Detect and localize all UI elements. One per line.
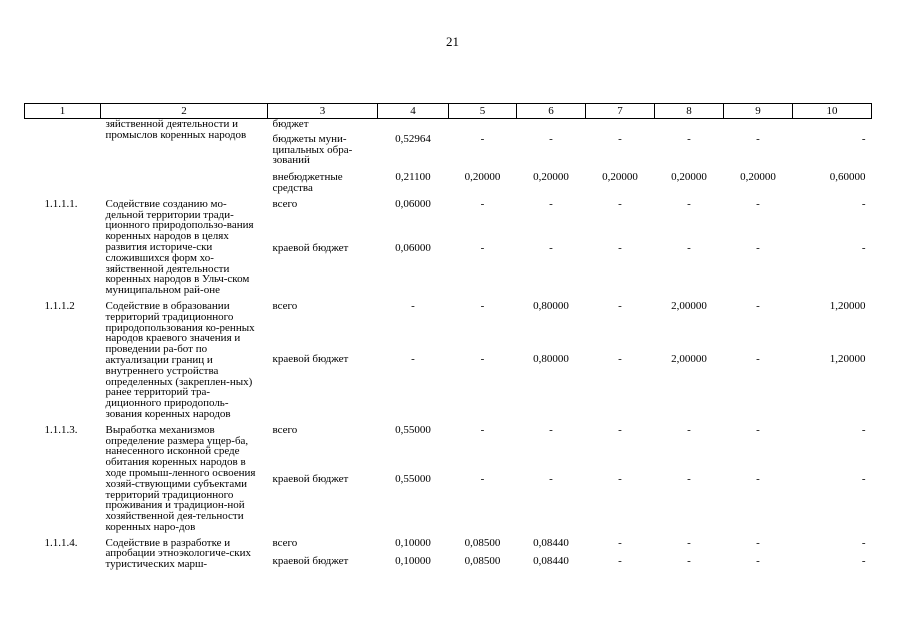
value-cell: - [756, 132, 760, 145]
item-number: 1.1.1.2 [44, 299, 75, 312]
value-cell: - [687, 472, 691, 485]
value-cell: 1,20000 [829, 299, 866, 312]
item-number [25, 130, 101, 166]
value-cell: 2,00000 [671, 353, 707, 366]
value-cell: - [480, 353, 485, 366]
item-number [25, 349, 101, 420]
funding-source: всего [272, 536, 298, 549]
value-cell: - [756, 472, 760, 485]
table-row [25, 538, 872, 551]
value-cell: - [861, 472, 866, 485]
value-cell: - [549, 423, 553, 436]
value-cell: - [549, 132, 553, 145]
item-number [25, 238, 101, 296]
value-cell: 0,80000 [533, 353, 569, 366]
value-cell: - [861, 197, 866, 210]
value-cell: - [687, 197, 691, 210]
value-cell: 0,20000 [740, 171, 776, 184]
value-cell [793, 119, 872, 130]
value-cell: - [618, 423, 622, 436]
funding-source: краевой бюджет [272, 554, 349, 567]
value-cell: 0,10000 [395, 536, 431, 549]
value-cell: - [549, 242, 553, 255]
funding-source: всего [272, 423, 298, 436]
value-cell: 0,55000 [395, 472, 431, 485]
value-cell: 0,60000 [829, 171, 866, 184]
value-cell: 0,10000 [395, 554, 431, 567]
column-header: 2 [101, 104, 268, 119]
value-cell: 0,08500 [464, 536, 501, 549]
funding-source: краевой бюджет [272, 242, 349, 255]
value-cell: 0,52964 [395, 132, 431, 145]
value-cell: - [411, 353, 415, 366]
column-header: 9 [724, 104, 793, 119]
value-cell: 0,20000 [602, 171, 638, 184]
value-cell: - [756, 197, 760, 210]
column-header: 8 [655, 104, 724, 119]
value-cell: - [756, 353, 760, 366]
value-cell: - [861, 242, 866, 255]
table-row [25, 199, 872, 238]
funding-source: краевой бюджет [272, 472, 349, 485]
item-name: Содействие созданию мо-дельной территории тради-ционного природопользо-вания коренных народов в целях развития историче-ски сложившихся форм хо-зяйственной деятельности коренных народов в Ульч-ском муниципальном рай-оне [105, 197, 254, 297]
value-cell: - [618, 132, 622, 145]
value-cell [586, 119, 655, 130]
value-cell: - [618, 554, 622, 567]
value-cell: 0,80000 [533, 299, 569, 312]
value-cell: - [756, 299, 760, 312]
value-cell: - [411, 299, 415, 312]
value-cell [378, 119, 449, 130]
item-number [25, 166, 101, 194]
value-cell: - [480, 299, 485, 312]
value-cell: - [480, 132, 485, 145]
funding-source: внебюджетные средства [272, 171, 343, 194]
column-header: 6 [517, 104, 586, 119]
column-header: 4 [378, 104, 449, 119]
value-cell: 1,20000 [829, 353, 866, 366]
value-cell: - [756, 423, 760, 436]
value-cell: - [687, 132, 691, 145]
value-cell [655, 119, 724, 130]
table-row [25, 119, 872, 130]
column-header: 3 [268, 104, 378, 119]
value-cell: - [687, 242, 691, 255]
value-cell: - [618, 472, 622, 485]
item-name: Содействие в образовании территорий традиционного природопользования ко-ренных народов краевого значения и проведении ра-бот по актуализации границ и внутреннего устройства определенных (закреплен-ных) ранее территорий тра-диционного природополь-зования коренных народов [105, 299, 255, 420]
value-cell: 0,08500 [464, 554, 501, 567]
item-number [25, 119, 101, 130]
value-cell: 0,20000 [533, 171, 569, 184]
value-cell: - [480, 242, 485, 255]
item-number [25, 551, 101, 570]
value-cell: - [756, 536, 760, 549]
value-cell: - [549, 472, 553, 485]
funding-source: всего [272, 299, 298, 312]
value-cell: - [480, 423, 485, 436]
value-cell: 0,55000 [395, 423, 431, 436]
item-number: 1.1.1.3. [44, 423, 78, 436]
value-cell: 0,20000 [464, 171, 501, 184]
value-cell: - [618, 299, 622, 312]
value-cell: - [756, 242, 760, 255]
value-cell: - [687, 423, 691, 436]
value-cell: 0,21100 [395, 171, 431, 184]
value-cell: - [687, 554, 691, 567]
value-cell: - [618, 242, 622, 255]
value-cell: 0,06000 [395, 197, 431, 210]
value-cell: 2,00000 [671, 299, 707, 312]
value-cell: - [480, 197, 485, 210]
table-row [25, 425, 872, 469]
program-table [24, 103, 872, 570]
value-cell: 0,06000 [395, 242, 431, 255]
value-cell: - [756, 554, 760, 567]
item-number: 1.1.1.4. [44, 536, 78, 549]
value-cell: - [618, 197, 622, 210]
table-row [25, 301, 872, 349]
funding-source: бюджет [272, 118, 309, 130]
funding-source: всего [272, 197, 298, 210]
item-number: 1.1.1.1. [44, 197, 78, 210]
value-cell: - [618, 353, 622, 366]
value-cell: 0,08440 [533, 554, 569, 567]
value-cell: - [618, 536, 622, 549]
value-cell: - [480, 472, 485, 485]
item-name: Содействие в разработке и апробации этноэкологиче-ских туристических марш- [105, 536, 252, 571]
column-header: 10 [793, 104, 872, 119]
value-cell [724, 119, 793, 130]
column-header: 1 [25, 104, 101, 119]
value-cell: - [861, 132, 866, 145]
value-cell: - [687, 536, 691, 549]
funding-source: бюджеты муни-ципальных обра-зований [272, 132, 353, 167]
value-cell: 0,20000 [671, 171, 707, 184]
value-cell [517, 119, 586, 130]
column-header: 7 [586, 104, 655, 119]
page-number: 21 [446, 34, 459, 49]
column-header: 5 [449, 104, 517, 119]
item-number [25, 469, 101, 533]
value-cell [449, 119, 517, 130]
value-cell: - [549, 197, 553, 210]
item-name: зяйственной деятельности и промыслов коренных народов [105, 118, 247, 141]
value-cell: 0,08440 [533, 536, 569, 549]
header-row [25, 104, 872, 119]
value-cell: - [861, 554, 866, 567]
funding-source: краевой бюджет [272, 353, 349, 366]
value-cell: - [861, 423, 866, 436]
value-cell: - [861, 536, 866, 549]
item-name: Выработка механизмов определение размера ущер-ба, нанесенного исконной среде обитания коренных народов в ходе промыш-ленного освоения хозяй-ствующими субъектами территорий традиционного проживания и традицион-ной хозяйственной дея-тельности коренных наро-дов [105, 423, 256, 533]
